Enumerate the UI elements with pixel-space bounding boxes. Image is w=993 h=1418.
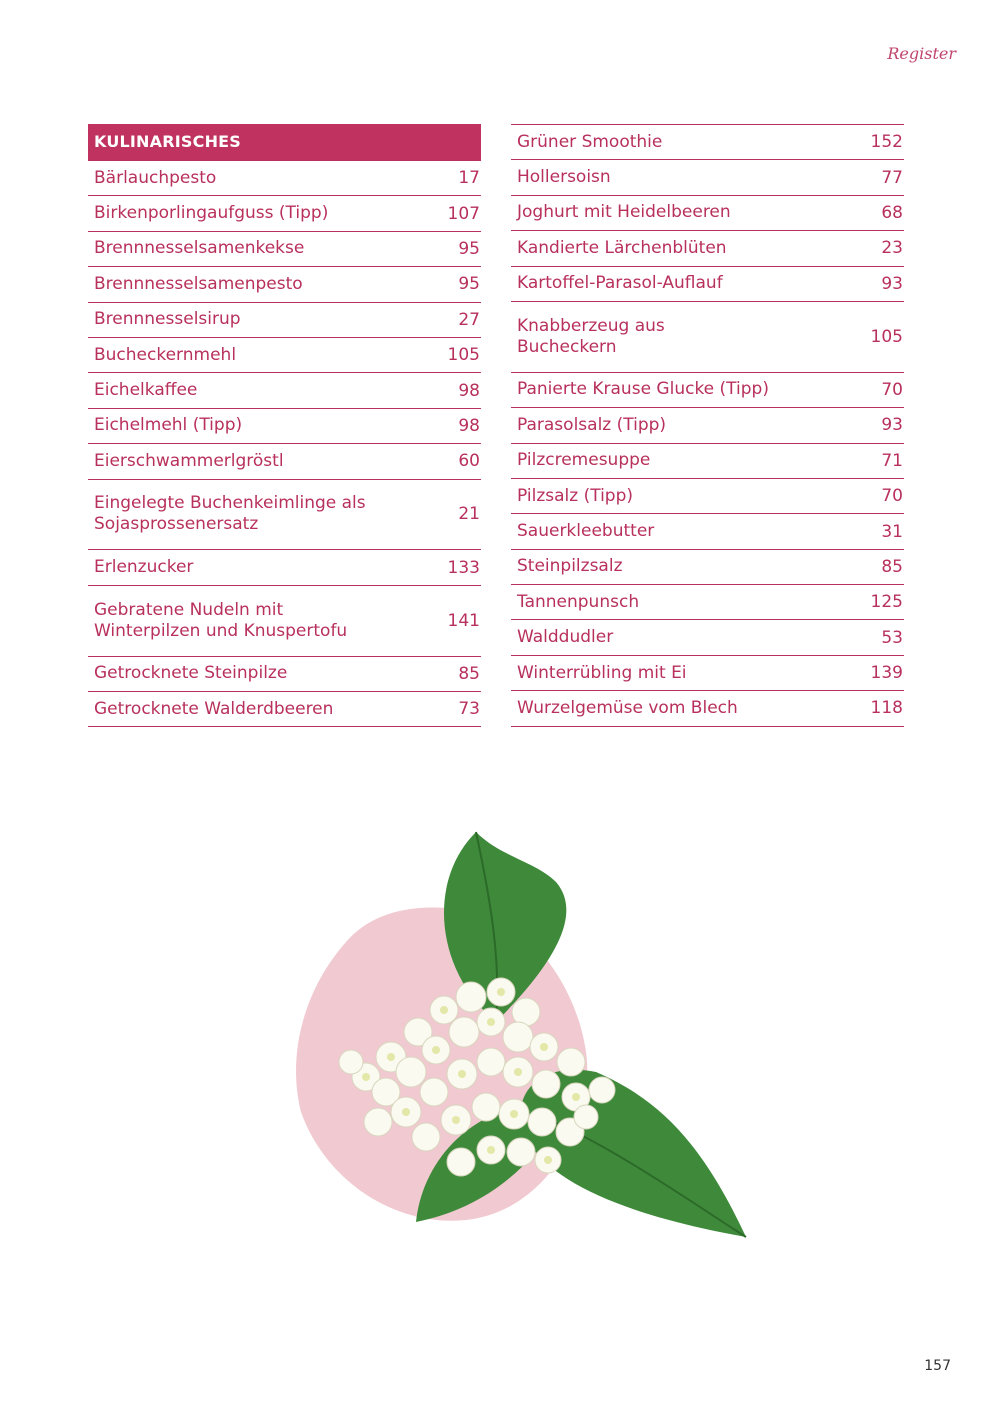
index-entry bbox=[511, 514, 904, 549]
index-entry bbox=[511, 196, 904, 231]
entry-page: 93 bbox=[881, 415, 903, 436]
entry-name: Brennnesselsamenpesto bbox=[94, 273, 303, 294]
entry-name: Pilzcremesuppe bbox=[517, 450, 651, 471]
index-entry bbox=[88, 657, 481, 692]
entry-name: Eingelegte Buchenkeimlinge als Sojasprossenersatz bbox=[94, 493, 366, 535]
index-entry bbox=[511, 231, 904, 266]
index-entry bbox=[511, 620, 904, 655]
entry-name: Getrocknete Walderdbeeren bbox=[94, 698, 334, 719]
index-entry bbox=[511, 373, 904, 408]
entry-name: Gebratene Nudeln mit Winterpilzen und Knuspertofu bbox=[94, 599, 348, 641]
entry-page: 105 bbox=[447, 345, 480, 366]
entry-page: 17 bbox=[458, 168, 480, 189]
entry-name: Eichelkaffee bbox=[94, 380, 198, 401]
entry-page: 71 bbox=[881, 450, 903, 471]
index-entry bbox=[511, 691, 904, 726]
entry-page: 70 bbox=[881, 486, 903, 507]
entry-name: Wurzelgemüse vom Blech bbox=[517, 697, 738, 718]
entry-page: 125 bbox=[870, 592, 903, 613]
index-entry bbox=[88, 692, 481, 727]
entry-name: Winterrübling mit Ei bbox=[517, 662, 687, 683]
entry-name: Eierschwammerlgröstl bbox=[94, 450, 284, 471]
index-column-right bbox=[511, 124, 904, 727]
entry-name: Walddudler bbox=[517, 627, 614, 648]
index-entry bbox=[88, 550, 481, 585]
entry-page: 68 bbox=[881, 202, 903, 223]
entry-name: Brennnesselsirup bbox=[94, 309, 241, 330]
entry-name: Tannenpunsch bbox=[517, 591, 640, 612]
entry-page: 118 bbox=[870, 698, 903, 719]
entry-name: Pilzsalz (Tipp) bbox=[517, 485, 634, 506]
index-entry bbox=[88, 444, 481, 479]
index-list-left bbox=[88, 160, 481, 727]
entry-page: 93 bbox=[881, 273, 903, 294]
index-entry bbox=[511, 160, 904, 195]
index-entry bbox=[88, 586, 481, 657]
entry-name: Brennnesselsamenkekse bbox=[94, 238, 305, 259]
section-heading: KULINARISCHES bbox=[88, 124, 481, 160]
entry-name: Kartoffel-Parasol-Auflauf bbox=[517, 273, 723, 294]
index-entry bbox=[511, 408, 904, 443]
entry-name: Grüner Smoothie bbox=[517, 131, 663, 152]
entry-page: 27 bbox=[458, 309, 480, 330]
index-entry bbox=[88, 232, 481, 267]
entry-page: 60 bbox=[458, 451, 480, 472]
index-entry bbox=[511, 302, 904, 373]
index-entry bbox=[88, 338, 481, 373]
index-entry bbox=[88, 373, 481, 408]
entry-page: 133 bbox=[447, 557, 480, 578]
entry-page: 139 bbox=[870, 663, 903, 684]
entry-page: 141 bbox=[447, 610, 480, 631]
entry-page: 77 bbox=[881, 167, 903, 188]
entry-page: 152 bbox=[870, 132, 903, 153]
index-column-left bbox=[88, 124, 481, 727]
entry-name: Joghurt mit Heidelbeeren bbox=[517, 202, 731, 223]
running-head: Register bbox=[887, 44, 956, 63]
entry-page: 105 bbox=[870, 326, 903, 347]
entry-page: 73 bbox=[458, 699, 480, 720]
index-entry bbox=[88, 267, 481, 302]
entry-page: 95 bbox=[458, 238, 480, 259]
entry-name: Bucheckernmehl bbox=[94, 344, 237, 365]
index-entry bbox=[511, 585, 904, 620]
entry-name: Birkenporlingaufguss (Tipp) bbox=[94, 203, 329, 224]
entry-page: 98 bbox=[458, 380, 480, 401]
entry-page: 53 bbox=[881, 627, 903, 648]
entry-name: Bärlauchpesto bbox=[94, 167, 217, 188]
index-entry bbox=[88, 161, 481, 196]
entry-name: Knabberzeug aus Bucheckern bbox=[517, 315, 665, 357]
entry-name: Parasolsalz (Tipp) bbox=[517, 414, 667, 435]
entry-page: 98 bbox=[458, 415, 480, 436]
entry-name: Sauerkleebutter bbox=[517, 521, 655, 541]
entry-name: Kandierte Lärchenblüten bbox=[517, 237, 727, 258]
index-entry bbox=[511, 444, 904, 479]
index-entry bbox=[511, 267, 904, 302]
entry-name: Eichelmehl (Tipp) bbox=[94, 415, 243, 436]
entry-page: 95 bbox=[458, 274, 480, 295]
entry-page: 107 bbox=[447, 203, 480, 224]
index-entry bbox=[88, 409, 481, 444]
page-number: 157 bbox=[924, 1358, 951, 1374]
entry-name: Steinpilzsalz bbox=[517, 556, 623, 577]
index-entry bbox=[511, 656, 904, 691]
entry-page: 23 bbox=[881, 238, 903, 259]
entry-page: 85 bbox=[458, 663, 480, 684]
entry-name: Erlenzucker bbox=[94, 557, 194, 577]
entry-name: Hollersoisn bbox=[517, 167, 611, 188]
entry-name: Getrocknete Steinpilze bbox=[94, 663, 288, 684]
elderflower-illustration bbox=[286, 822, 756, 1242]
index-entry bbox=[88, 480, 481, 551]
entry-page: 70 bbox=[881, 379, 903, 400]
index-entry bbox=[88, 303, 481, 338]
entry-page: 31 bbox=[881, 521, 903, 542]
entry-name: Panierte Krause Glucke (Tipp) bbox=[517, 379, 769, 400]
entry-page: 85 bbox=[881, 556, 903, 577]
index-entry bbox=[88, 196, 481, 231]
index-entry bbox=[511, 125, 904, 160]
entry-page: 21 bbox=[458, 504, 480, 525]
index-entry bbox=[511, 550, 904, 585]
index-entry bbox=[511, 479, 904, 514]
